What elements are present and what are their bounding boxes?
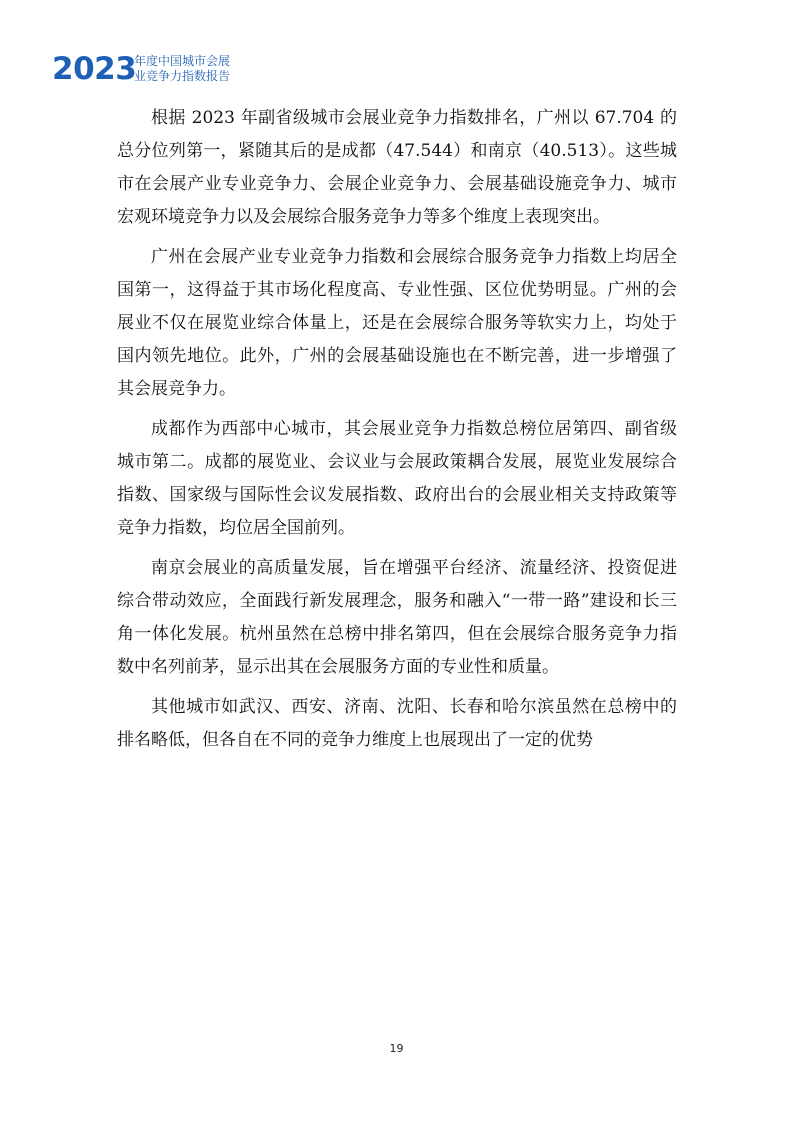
paragraph-5: 其他城市如武汉、西安、济南、沈阳、长春和哈尔滨虽然在总榜中的排名略低，但各自在不同的竞争力维度上也展现出了一定的优势 bbox=[117, 697, 677, 750]
report-year: 2023 bbox=[52, 51, 137, 87]
report-title-line-1: 年度中国城市会展 bbox=[134, 54, 231, 68]
body-text bbox=[117, 102, 677, 764]
paragraph-1: 根据 2023 年副省级城市会展业竞争力指数排名，广州以 67.704 的总分位列第一，紧随其后的是成都（47.544）和南京（40.513）。这些城市在会展产业专业竞争力、会展企业竞争力、会展基础设施竞争力、城市宏观环境竞争力以及会展综合服务竞争力等多个维度上表现突出。 bbox=[117, 108, 677, 227]
page-number: 19 bbox=[389, 1042, 404, 1055]
paragraph-3: 成都作为西部中心城市，其会展业竞争力指数总榜位居第四、副省级城市第二。成都的展览业、会议业与会展政策耦合发展，展览业发展综合指数、国家级与国际性会议发展指数、政府出台的会展业相关支持政策等竞争力指数，均位居全国前列。 bbox=[117, 419, 677, 538]
report-title bbox=[134, 54, 264, 83]
paragraph-4: 南京会展业的高质量发展，旨在增强平台经济、流量经济、投资促进综合带动效应，全面践行新发展理念，服务和融入“一带一路”建设和长三角一体化发展。杭州虽然在总榜中排名第四，但在会展综合服务竞争力指数中名列前茅，显示出其在会展服务方面的专业性和质量。 bbox=[117, 558, 677, 677]
report-title-line-2: 业竞争力指数报告 bbox=[134, 68, 231, 83]
paragraph-2: 广州在会展产业专业竞争力指数和会展综合服务竞争力指数上均居全国第一，这得益于其市场化程度高、专业性强、区位优势明显。广州的会展业不仅在展览业综合体量上，还是在会展综合服务等软实力上，均处于国内领先地位。此外，广州的会展基础设施也在不断完善，进一步增强了其会展竞争力。 bbox=[117, 247, 677, 399]
